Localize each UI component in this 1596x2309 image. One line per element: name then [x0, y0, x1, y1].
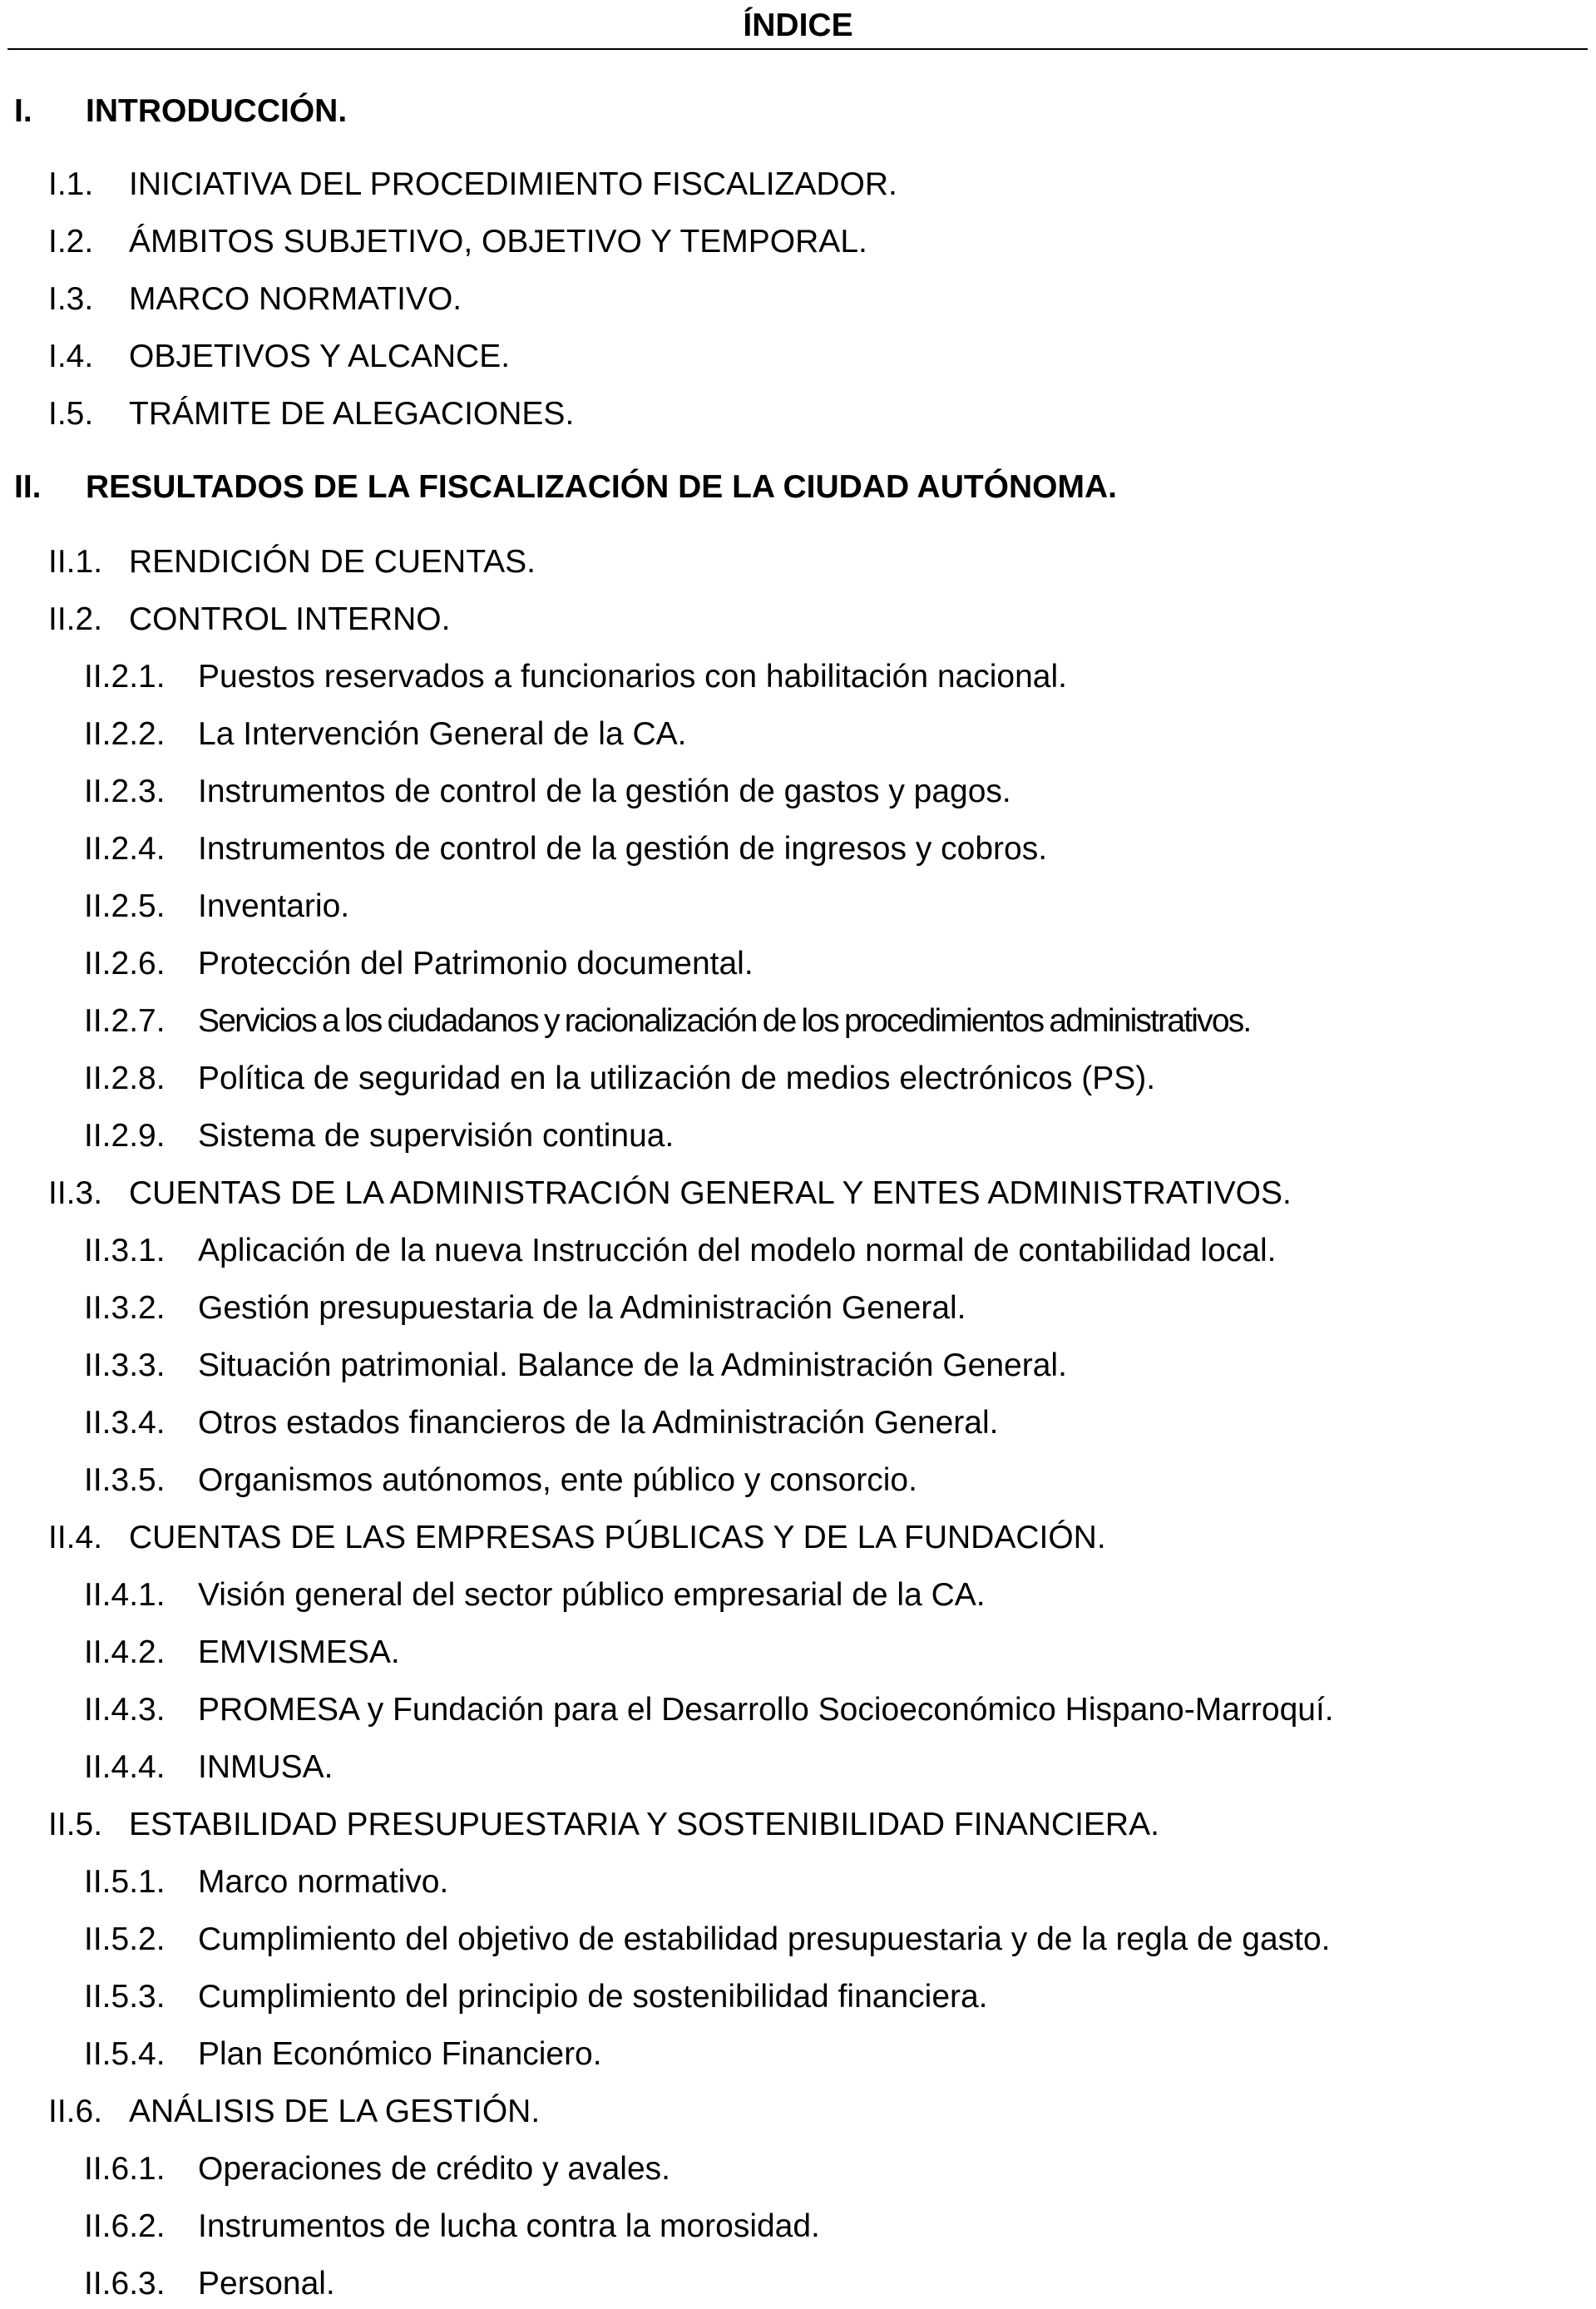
toc-entry	[0, 767, 1596, 817]
toc-entry-number: II.3.	[48, 1175, 103, 1211]
toc-entry-text: RENDICIÓN DE CUENTAS.	[129, 544, 536, 580]
toc-entry-number: I.1.	[48, 166, 94, 202]
toc-entry-text: TRÁMITE DE ALEGACIONES.	[129, 396, 575, 432]
toc-entry-text: Instrumentos de control de la gestión de ingresos y cobros.	[198, 831, 1048, 867]
toc-entry-number: II.3.5.	[84, 1462, 166, 1498]
toc-entry-number: I.5.	[48, 396, 94, 432]
toc-entry	[0, 1570, 1596, 1620]
toc-entry	[0, 2144, 1596, 2194]
toc-entry-number: II.5.4.	[84, 2036, 166, 2072]
toc-entry-text: ÁMBITOS SUBJETIVO, OBJETIVO Y TEMPORAL.	[129, 224, 867, 260]
toc-entry-text: Aplicación de la nueva Instrucción del modelo normal de contabilidad local.	[198, 1233, 1277, 1268]
toc-entry-number: II.3.1.	[84, 1233, 166, 1268]
toc-entry	[0, 939, 1596, 989]
toc-entry-text: Situación patrimonial. Balance de la Administración General.	[198, 1347, 1067, 1383]
toc-entry	[0, 1685, 1596, 1735]
toc-entry-text: Política de seguridad en la utilización de medios electrónicos (PS).	[198, 1061, 1156, 1096]
toc-entry-number: II.5.1.	[84, 1864, 166, 1900]
toc-entry-text: Personal.	[198, 2266, 335, 2302]
toc-entry-number: II.6.1.	[84, 2151, 166, 2187]
toc-entry	[0, 2087, 1596, 2137]
toc-entry	[0, 537, 1596, 587]
toc-entry	[0, 1169, 1596, 1219]
toc-entry	[0, 1054, 1596, 1104]
toc-entry-text: Servicios a los ciudadanos y racionalización de los procedimientos administrativos.	[198, 1003, 1251, 1039]
toc-entry	[0, 274, 1596, 324]
toc-entry-text: Inventario.	[198, 888, 350, 924]
toc-entry	[0, 710, 1596, 759]
toc-entry	[0, 996, 1596, 1046]
toc-entry-text: Visión general del sector público empresarial de la CA.	[198, 1577, 986, 1613]
toc-entry	[0, 1743, 1596, 1792]
toc-entry	[0, 1456, 1596, 1506]
toc-entry-number: II.5.3.	[84, 1979, 166, 2015]
page-title: ÍNDICE	[743, 7, 853, 43]
toc-entry-number: II.6.3.	[84, 2266, 166, 2302]
toc-entry-text: Puestos reservados a funcionarios con habilitación nacional.	[198, 659, 1067, 695]
toc-entry	[0, 87, 1596, 136]
toc-entry	[0, 2030, 1596, 2079]
toc-entry	[0, 1341, 1596, 1391]
toc-entry-text: Cumplimiento del objetivo de estabilidad presupuestaria y de la regla de gasto.	[198, 1921, 1331, 1957]
toc-entry-number: II.2.2.	[84, 716, 166, 752]
toc-entry	[0, 2259, 1596, 2309]
toc-entry-text: Operaciones de crédito y avales.	[198, 2151, 670, 2187]
toc-entry	[0, 1111, 1596, 1161]
toc-entry-number: II.4.	[48, 1520, 103, 1555]
toc-entry-text: MARCO NORMATIVO.	[129, 281, 462, 317]
toc-entry-text: Otros estados financieros de la Administración General.	[198, 1405, 999, 1441]
toc-entry	[0, 652, 1596, 702]
toc-entry-text: Marco normativo.	[198, 1864, 449, 1900]
toc-entry-number: II.	[14, 469, 42, 505]
toc-entry	[0, 1513, 1596, 1563]
toc-entry-number: II.3.4.	[84, 1405, 166, 1441]
toc-entry	[0, 332, 1596, 382]
toc-entry-text: OBJETIVOS Y ALCANCE.	[129, 339, 511, 374]
toc-entry-number: II.3.3.	[84, 1347, 166, 1383]
toc-entry	[0, 217, 1596, 267]
toc-entry-number: II.2.3.	[84, 774, 166, 809]
toc-entry	[0, 1628, 1596, 1678]
toc-entry-number: I.	[14, 93, 32, 129]
toc-entry	[0, 1800, 1596, 1850]
toc-entry-number: II.4.4.	[84, 1749, 166, 1785]
toc-entry	[0, 1972, 1596, 2022]
toc-entry-text: CUENTAS DE LA ADMINISTRACIÓN GENERAL Y ENTES ADMINISTRATIVOS.	[129, 1175, 1292, 1211]
toc-entry	[0, 1283, 1596, 1333]
toc-entry-number: II.2.8.	[84, 1061, 166, 1096]
toc-entry-number: II.1.	[48, 544, 103, 580]
toc-entry-text: INMUSA.	[198, 1749, 334, 1785]
toc-entry	[0, 595, 1596, 645]
toc-entry-text: PROMESA y Fundación para el Desarrollo Socioeconómico Hispano-Marroquí.	[198, 1692, 1334, 1728]
toc-entry	[0, 824, 1596, 874]
toc-entry	[0, 1398, 1596, 1448]
toc-entry-text: Organismos autónomos, ente público y consorcio.	[198, 1462, 917, 1498]
toc-entry-number: II.2.1.	[84, 659, 166, 695]
toc-entry	[0, 1857, 1596, 1907]
toc-entry-text: Instrumentos de control de la gestión de gastos y pagos.	[198, 774, 1011, 809]
toc-entry-number: II.2.9.	[84, 1118, 166, 1154]
toc-entry-number: II.2.4.	[84, 831, 166, 867]
toc-entry-text: Cumplimiento del principio de sostenibilidad financiera.	[198, 1979, 988, 2015]
toc-entry-text: Protección del Patrimonio documental.	[198, 946, 754, 981]
toc-entry-text: La Intervención General de la CA.	[198, 716, 687, 752]
toc-entry-number: II.2.	[48, 601, 103, 637]
toc-entry	[0, 389, 1596, 439]
toc-entry-number: II.4.3.	[84, 1692, 166, 1728]
toc-entry-text: ANÁLISIS DE LA GESTIÓN.	[129, 2094, 541, 2129]
toc-entry-number: II.5.2.	[84, 1921, 166, 1957]
toc-entry-number: II.3.2.	[84, 1290, 166, 1326]
toc-entry-number: I.2.	[48, 224, 94, 260]
toc-entry-number: I.3.	[48, 281, 94, 317]
toc-entry-number: II.4.1.	[84, 1577, 166, 1613]
toc-entry-text: ESTABILIDAD PRESUPUESTARIA Y SOSTENIBILIDAD FINANCIERA.	[129, 1807, 1159, 1842]
toc-entry	[0, 882, 1596, 932]
toc-entry-number: II.5.	[48, 1807, 103, 1842]
toc-entry-text: INTRODUCCIÓN.	[86, 93, 348, 129]
toc-entry-text: Instrumentos de lucha contra la morosidad.	[198, 2208, 820, 2244]
toc-entry-text: CONTROL INTERNO.	[129, 601, 451, 637]
toc-entry-number: II.6.2.	[84, 2208, 166, 2244]
toc-entry-text: Gestión presupuestaria de la Administración General.	[198, 1290, 966, 1326]
toc-entry-number: II.4.2.	[84, 1634, 166, 1670]
toc-entry-text: CUENTAS DE LAS EMPRESAS PÚBLICAS Y DE LA FUNDACIÓN.	[129, 1520, 1106, 1555]
toc-entry-text: RESULTADOS DE LA FISCALIZACIÓN DE LA CIUDAD AUTÓNOMA.	[86, 469, 1118, 505]
toc-entry-number: II.2.6.	[84, 946, 166, 981]
toc-entry	[0, 1226, 1596, 1276]
toc-entry	[0, 462, 1596, 512]
toc-entry	[0, 1915, 1596, 1965]
toc-entry	[0, 160, 1596, 210]
toc-entry-text: Plan Económico Financiero.	[198, 2036, 602, 2072]
toc-entry-number: II.6.	[48, 2094, 103, 2129]
toc-entry-text: Sistema de supervisión continua.	[198, 1118, 674, 1154]
toc-entry-number: II.2.7.	[84, 1003, 166, 1039]
toc-entry-number: I.4.	[48, 339, 94, 374]
toc-entry-text: INICIATIVA DEL PROCEDIMIENTO FISCALIZADOR.	[129, 166, 897, 202]
toc-entry-number: II.2.5.	[84, 888, 166, 924]
toc-entry-text: EMVISMESA.	[198, 1634, 400, 1670]
toc-entry	[0, 2202, 1596, 2252]
